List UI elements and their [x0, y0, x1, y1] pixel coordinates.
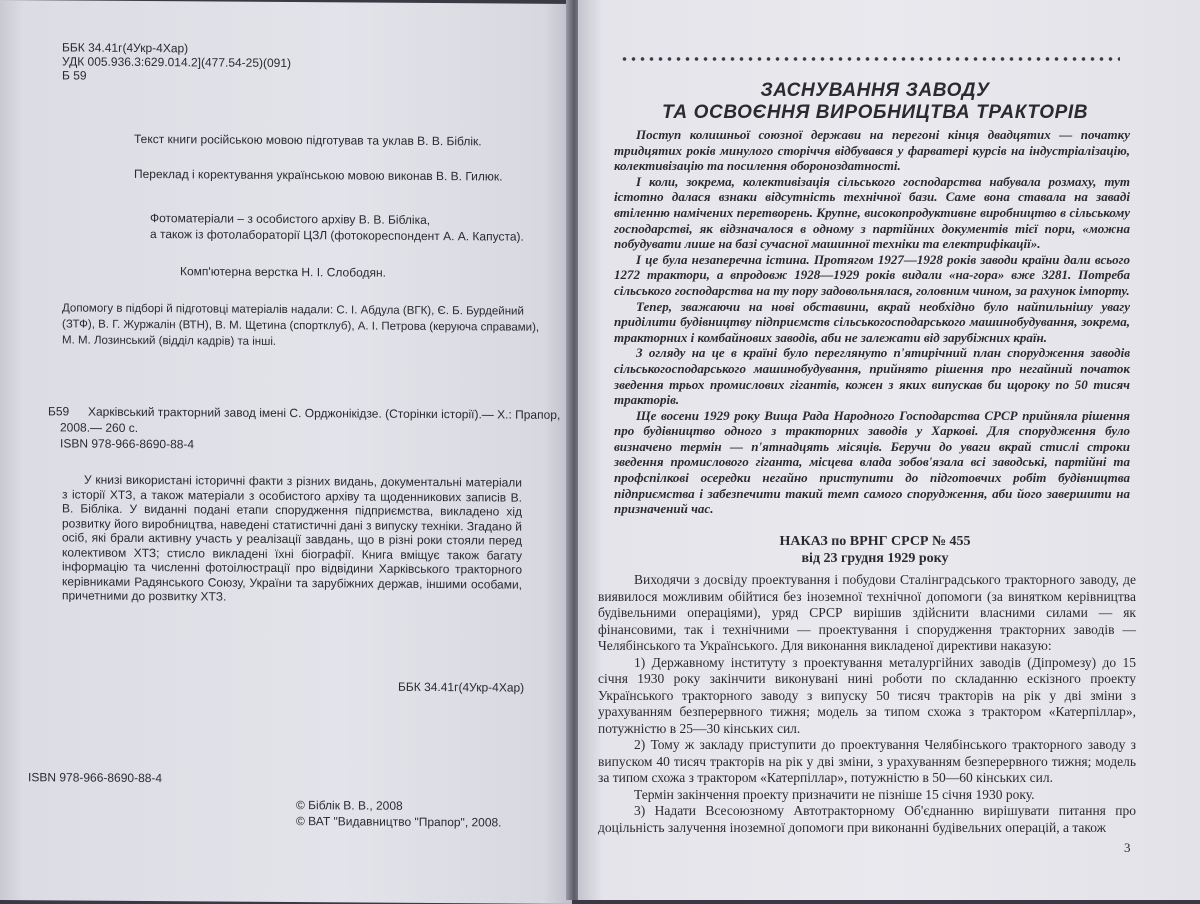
intro-paragraph: Ще восени 1929 року Вища Рада Народного Господарства СРСР прийняла рішення про будівництво одного з тракторних заводів у Харкові. Для спорудження було визначено термін — п'ятнадцять місяців. Беручи до уваги вкрай стислі строки зведення промислового гіганта, місцева влада зобов'язала всі заводські, партійні та профспілкові осередки негайно приступити до підготовчих робіт будівництва підприємства і забезпечити такий темп самого спорудження, аби його завершити на призначений час. [614, 407, 1130, 517]
order-date: від 23 грудня 1929 року [801, 551, 949, 566]
copyright-author: © Біблік В. В., 2008 [296, 798, 403, 813]
isbn-bottom: ISBN 978-966-8690-88-4 [28, 770, 163, 786]
intro-paragraph: Поступ колишньої союзної держави на перегоні кінця двадцятих — початку тридцятих років минулого сторіччя відбувався у фарватері курсів на індустріалізацію, колективізацію та посилення обороноздатності. [614, 127, 1130, 174]
chapter-title-line-2: ТА ОСВОЄННЯ ВИРОБНИЦТВА ТРАКТОРІВ [661, 102, 1089, 123]
credit-photo-1: Фотоматеріали – з особистого архіву В. В. Бібліка, [150, 211, 431, 228]
author-code: Б 59 [62, 68, 87, 83]
credit-text-prep: Текст книги російською мовою підготував та уклав В. В. Біблік. [134, 131, 482, 149]
order-paragraph: 2) Тому ж закладу приступити до проектування Челябінського тракторного заводу з випуском 40 тисяч тракторів на рік у дві зміни, з урахуванням безперервного тижня; модель за типом схожа з трактором «Катерпіллар», потужністю в 50—60 кінських сил. [598, 737, 1136, 785]
bbk-bottom: ББК 34.41г(4Укр-4Хар) [398, 679, 525, 695]
udk-code: УДК 005.936.3:629.014.2](477.54-25)(091) [62, 54, 292, 71]
intro-paragraph: Тепер, зважаючи на нові обставини, вкрай необхідно було найпильнішу увагу приділити будівництву підприємств сільськогосподарського машинобудування, зокрема, тракторних і комбайнових заводів, аби не залежати від зарубіжних країн. [614, 298, 1130, 345]
order-paragraph: 3) Надати Всесоюзному Автотракторному Об'єднанню вирішувати питання про доцільність залучення іноземної допомоги при виконанні будівельних операцій, а також [598, 803, 1136, 835]
credit-photo-2: а також із фотолабораторії ЦЗЛ (фотокореспондент А. А. Капуста). [150, 227, 524, 244]
intro-paragraph: З огляду на це в країні було переглянуто п'ятирічний план спорудження заводів сільськогосподарського машинобудування, прийнято рішення про негайний початок зведення трьох промислових гігантів, кожен з яких випускав би щороку по 50 тисяч тракторів. [614, 345, 1130, 408]
order-paragraph: 1) Державному інституту з проектування металургійних заводів (Дiпромезу) до 15 січня 1930 року закінчити виконувані нині роботи по складанню ескізного проекту Українського тракторного заводу з випуску 50 тисяч тракторів на рік у дві зміни з урахуванням безперервного тижня; модель за типом схожа з трактором «Катерпіллар», потужністю в 25—30 кінських сил. [598, 654, 1136, 736]
catalog-isbn: ISBN 978-966-8690-88-4 [60, 436, 195, 452]
catalog-line-1: Харківський тракторний завод імені С. Орджонікідзе. (Сторінки історії).— Х.: Прапор, [88, 404, 561, 422]
catalog-line-2: 2008.— 260 с. [60, 420, 139, 435]
order-text [598, 572, 1136, 836]
annotation: У книзі використані історичні факти з різних видань, документальні матеріали з історії ХТЗ, а також матеріали з особистого архіву та щоденникових записів В. В. Бібліка. У виданні подані етапи спорудження підприємства, викладено хід розвитку його виробництва, наведені статистичні дані з випуску техніки. Згадано й осіб, які брали активну участь у реалізації завдань, що в різні роки стояли перед колективом ХТЗ; стисло викладені їхні біографії. Книга вміщує також багату інформацію та численні фотоілюстрації про відвідини Харківського тракторного керівниками Радянського Союзу, України та зарубіжних держав, іншими особами, причетними до розвитку ХТЗ. [62, 472, 522, 604]
credit-layout: Комп'ютерна верстка Н. І. Слободян. [180, 264, 386, 280]
catalog-code: Б59 [48, 404, 70, 419]
helpers-line-3: М. М. Лозинський (відділ кадрів) та інші. [62, 334, 277, 348]
order-paragraph: Виходячи з досвіду проектування і побудови Сталінградського тракторного заводу, де виявилося можливим обійтися без іноземної технічної допомоги (за винятком керівництва будівельними операціями), уряд СРСР вирішив здійснити власними силами — як фінансовими, так і технічними — проектування і спорудження тракторних заводів — Челябінського та Українського. Для виконання викладеної директиви наказую: [598, 572, 1136, 653]
intro-paragraph: І коли, зокрема, колективізація сільського господарства набувала розмаху, тут істотно далася взнаки відсутність технічної бази. Саме вона ставала на заваді втіленню намічених перетворень. Крупне, високопродуктивне виробництво в сільському господарстві, як відзначалося в одному з партійних документів тієї пори, «можна побудувати лише на базі сучасної машинної техніки та електрифікації». [614, 173, 1130, 252]
intro-paragraph: І це була незаперечна істина. Протягом 1927—1928 років заводи країни дали всього 1272 трактори, а впродовж 1928—1929 років видали «на-гора» вже 3281. Потреба сільського господарства на ту пору задовольнялася, головним чином, за рахунок імпорту. [614, 251, 1130, 298]
chapter-title-line-1: ЗАСНУВАННЯ ЗАВОДУ [760, 80, 990, 101]
helpers-line-1: Допомогу в підборі й підготовці матеріалів надали: С. І. Абдула (ВГК), Є. Б. Бурдейний [62, 302, 524, 318]
bbk-code: ББК 34.41г(4Укр-4Хар) [62, 40, 189, 56]
dotted-rule [620, 56, 1120, 62]
credit-translation: Переклад і коректування українською мовою виконав В. В. Гилюк. [134, 166, 503, 184]
intro-text [614, 127, 1130, 517]
copyright-publisher: © ВАТ "Видавництво "Прапор", 2008. [296, 814, 502, 830]
page-number: 3 [1124, 840, 1131, 855]
order-paragraph: Термін закінчення проекту призначити не пізніше 15 січня 1930 року. [634, 786, 1035, 802]
order-title: НАКАЗ по ВРНГ СРСР № 455 [779, 534, 971, 549]
helpers-line-2: (ЗТФ), В. Г. Журжалін (ВТН), В. М. Щетина (спортклуб), А. І. Петрова (керуюча справами), [62, 318, 540, 334]
left-page [0, 0, 572, 904]
